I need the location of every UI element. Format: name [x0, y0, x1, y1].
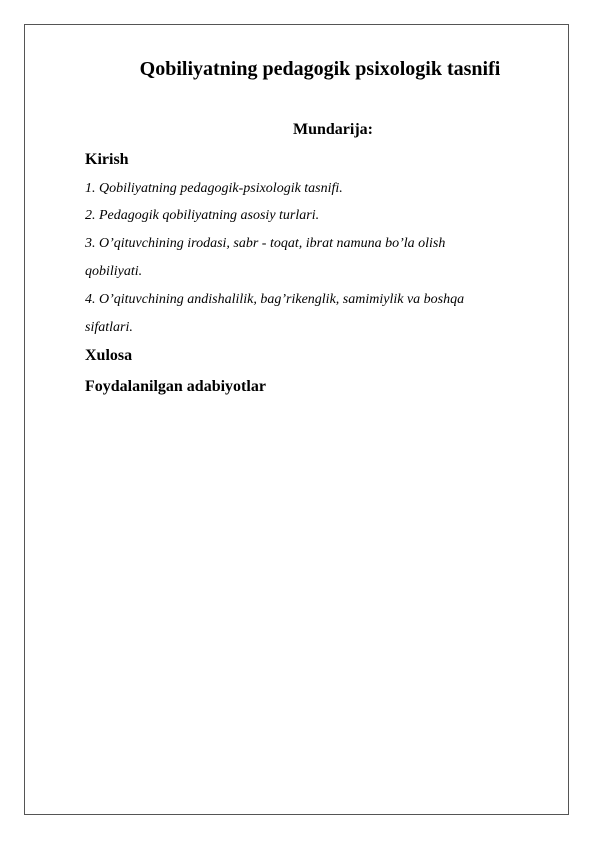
toc-entry-4: [85, 292, 464, 308]
toc-entry-intro: Kirish: [85, 151, 129, 168]
toc-entry-4-continuation: sifatlari.: [85, 320, 133, 335]
toc-entry-text: O’qituvchining andishalilik, bag’rikenglik, samimiylik va boshqa: [99, 292, 465, 307]
page-border: [24, 24, 569, 815]
toc-entry-number: 2.: [85, 208, 96, 223]
toc-entry-number: 4.: [85, 292, 96, 307]
toc-entry-text: Qobiliyatning pedagogik-psixologik tasnifi.: [99, 181, 343, 196]
toc-entry-conclusion: Xulosa: [85, 347, 133, 364]
document-title: Qobiliyatning pedagogik psixologik tasnifi: [139, 58, 501, 80]
contents-heading: Mundarija:: [293, 121, 373, 138]
toc-entry-1: [85, 181, 343, 197]
toc-entry-number: 1.: [85, 181, 96, 196]
toc-entry-2: [85, 208, 319, 224]
toc-entry-number: 3.: [85, 236, 96, 251]
toc-entry-3: [85, 236, 445, 252]
toc-entry-text: O’qituvchining irodasi, sabr - toqat, ibrat namuna bo’la olish: [99, 236, 446, 251]
toc-entry-3-continuation: qobiliyati.: [85, 264, 143, 279]
toc-entry-text: Pedagogik qobiliyatning asosiy turlari.: [99, 208, 320, 223]
toc-entry-references: Foydalanilgan adabiyotlar: [85, 378, 266, 395]
